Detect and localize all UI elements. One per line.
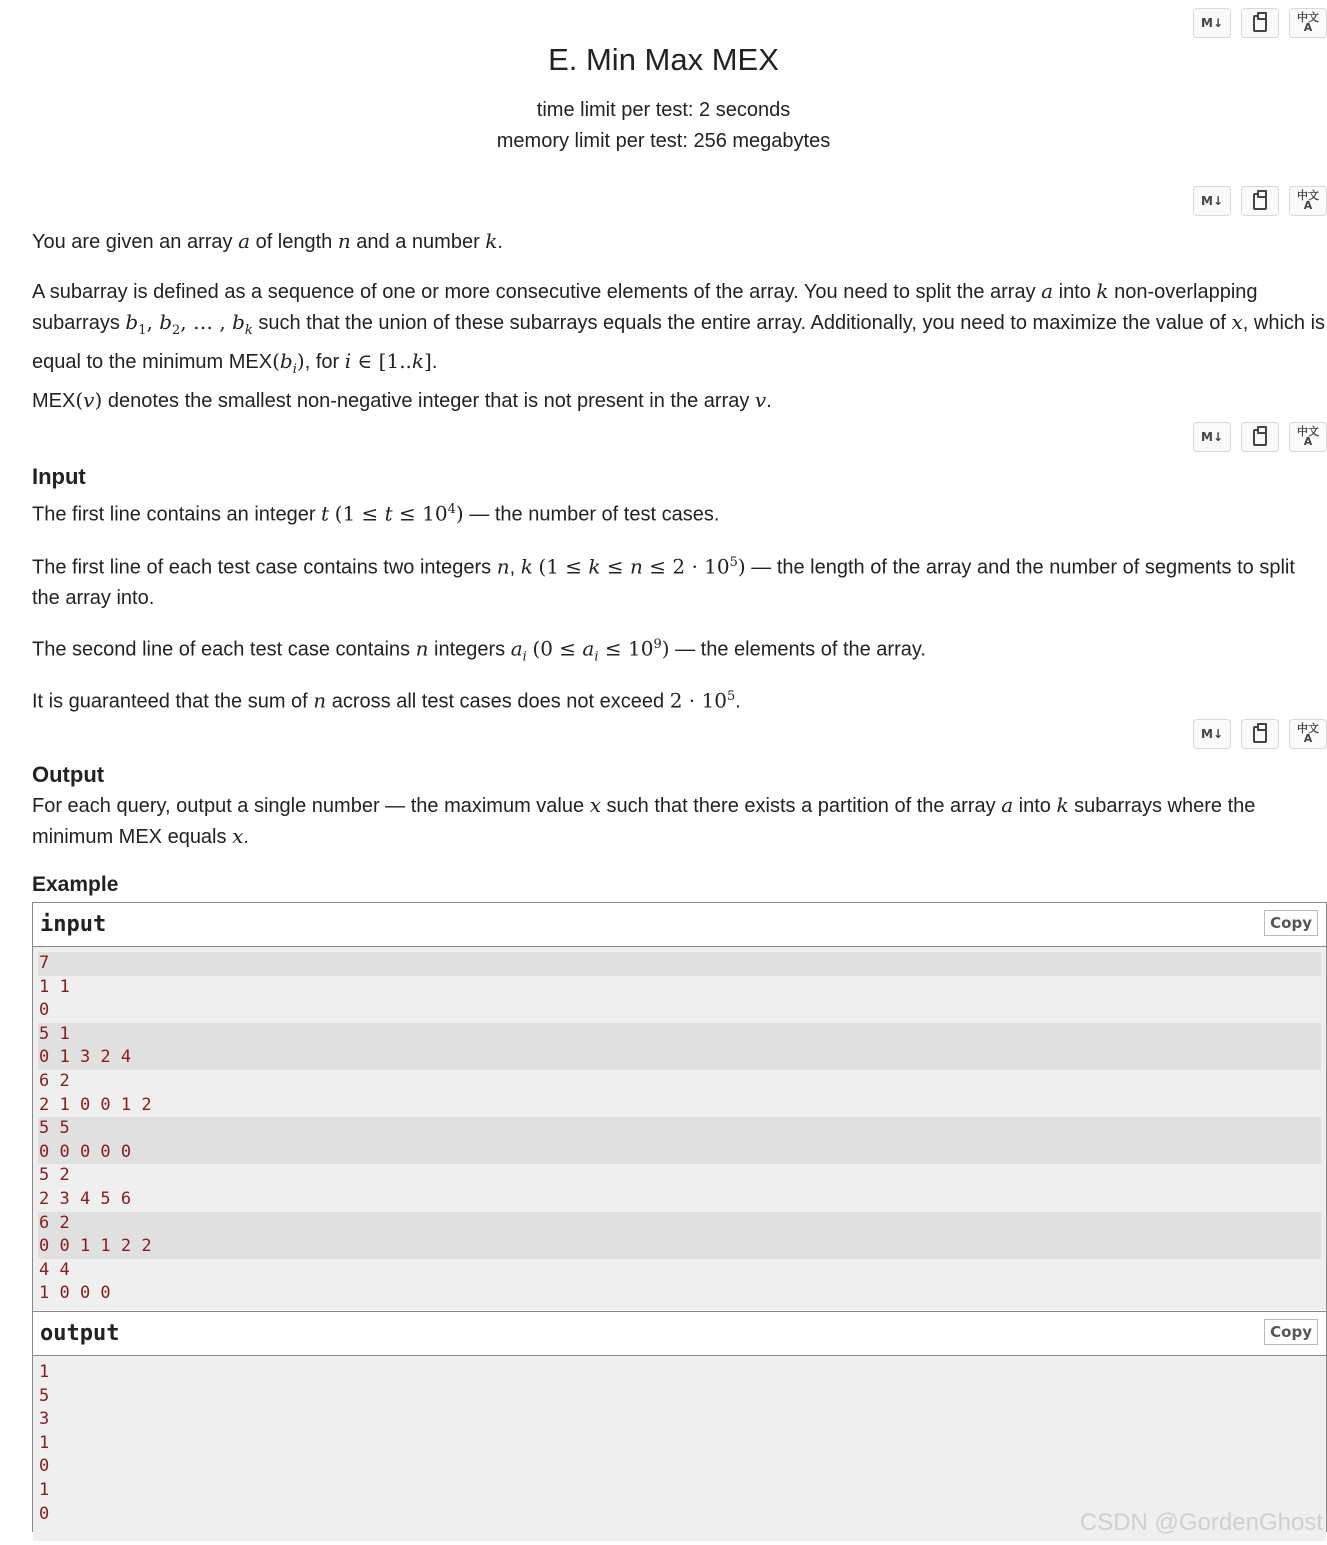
input-line: 0 0 1 1 2 2 [38,1235,1321,1259]
markdown-icon: M↓ [1201,16,1223,30]
output-line: 0 [39,1456,50,1477]
statement-paragraph-2: A subarray is defined as a sequence of one or more consecutive elements of the array. You need to split the array a into k non-overlapping subarrays $b_1$, $b_2$, … , $b_k$ such that the union of these subarrays equals the entire array. Additionally, you need to maximize the value of x, which is equal to the minimum $MEX(b_i)$, for i ∈ [1..k]. [32,279,1326,377]
time-limit: time limit per test: 2 seconds [536,99,791,121]
translate-button[interactable] [1289,8,1327,38]
copy-statement-button[interactable] [1241,422,1279,452]
input-toolbar [1193,422,1327,452]
example-input-title: input [40,912,107,937]
translate-button[interactable] [1289,422,1327,452]
example-output-title: output [40,1321,120,1346]
markdown-icon: M↓ [1201,430,1223,444]
input-line: 4 4 [39,1259,70,1280]
input-line: 6 2 [38,1212,1321,1236]
memory-limit: memory limit per test: 256 megabytes [496,130,831,152]
example-output-header [33,1312,1326,1356]
input-line: 0 1 3 2 4 [38,1046,1321,1070]
markdown-button[interactable] [1193,186,1231,216]
example-input-content [33,947,1326,1310]
input-line: 2 3 4 5 6 [39,1188,132,1209]
translate-button[interactable] [1289,186,1327,216]
copy-statement-button[interactable] [1241,8,1279,38]
output-description: For each query, output a single number — the maximum value x such that there exists a partition of the array a into k subarrays where the minimum MEX equals x. [32,793,1256,848]
input-line: 0 0 0 0 0 [38,1141,1321,1165]
input-line: 6 2 [39,1070,70,1091]
input-line: 1 0 0 0 [39,1283,111,1304]
input-line: 7 [38,952,1321,976]
input-line-4: It is guaranteed that the sum of n across all test cases does not exceed $2 \cdot 10^5$. [32,688,741,713]
example-output-box [32,1311,1327,1532]
copy-input-button[interactable]: Copy [1264,910,1318,936]
translate-button[interactable] [1289,719,1327,749]
markdown-button[interactable] [1193,422,1231,452]
markdown-icon: M↓ [1201,194,1223,208]
input-line: 2 1 0 0 1 2 [39,1094,152,1115]
input-line: 0 [39,1000,50,1021]
statement-toolbar [1193,186,1327,216]
output-line: 1 [39,1432,50,1453]
output-heading: Output [32,762,105,787]
input-line-1: The first line contains an integer t $(1 \le t \le 10^4)$ — the number of test cases. [32,501,720,526]
output-line: 0 [39,1503,50,1524]
example-input-box [32,902,1327,1312]
title-toolbar [1193,8,1327,38]
clipboard-icon [1253,15,1267,32]
markdown-button[interactable] [1193,8,1231,38]
output-line: 1 [39,1479,50,1500]
input-line-3: The second line of each test case contains n integers $a_i$ $(0 \le a_i \le 10^9)$ — the elements of the array. [32,636,926,665]
output-line: 5 [39,1385,50,1406]
clipboard-icon [1253,193,1267,210]
statement-paragraph-3: MEX(v) denotes the smallest non-negative integer that is not present in the array v. [32,388,772,412]
markdown-button[interactable] [1193,719,1231,749]
statement-paragraph-1: You are given an array a of length n and a number k. [32,229,503,253]
problem-title: E. Min Max MEX [548,42,779,77]
translate-icon: 中文 A [1297,425,1319,448]
input-line: 5 2 [39,1165,70,1186]
example-heading: Example [32,873,119,896]
input-line: 5 5 [38,1117,1321,1141]
clipboard-icon [1253,429,1267,446]
copy-statement-button[interactable] [1241,186,1279,216]
markdown-icon: M↓ [1201,727,1223,741]
output-toolbar [1193,719,1327,749]
translate-icon: 中文 A [1297,722,1319,745]
output-line: 3 [39,1409,50,1430]
input-line: 5 1 [38,1023,1321,1047]
copy-statement-button[interactable] [1241,719,1279,749]
watermark: CSDN @GordenGhost [1079,1509,1323,1536]
copy-output-button[interactable]: Copy [1264,1319,1318,1345]
clipboard-icon [1253,726,1267,743]
output-line: 1 [39,1362,50,1382]
input-heading: Input [32,464,86,489]
input-line-2: The first line of each test case contains two integers n, k $(1 \le k \le n \le 2 \cdot 10^5)$ — the length of the array and the number of segments to split the array into. [32,554,1295,609]
example-input-header [33,903,1326,947]
input-line: 1 1 [39,976,70,997]
translate-icon: 中文 A [1297,189,1319,212]
translate-icon: 中文 A [1297,11,1319,34]
